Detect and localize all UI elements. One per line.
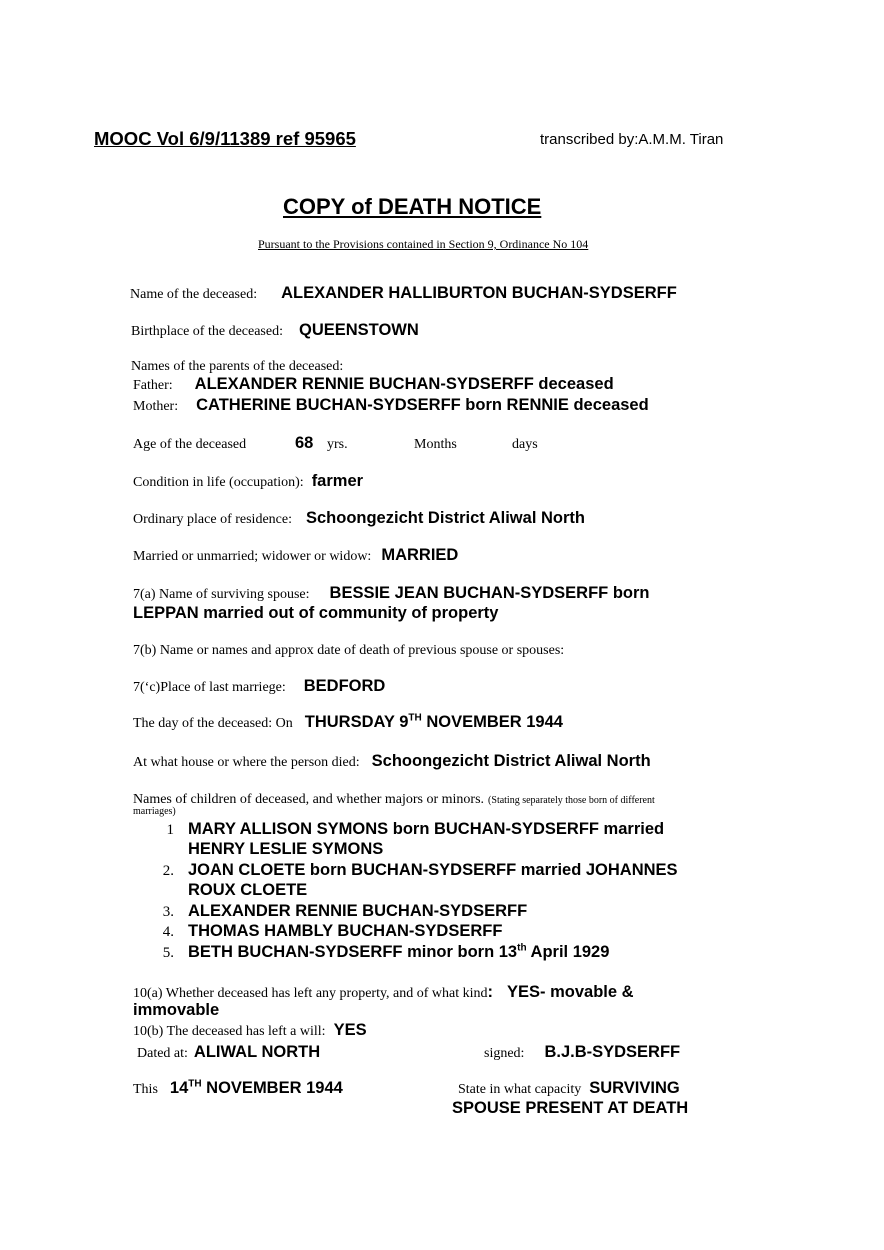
child-item-2-cont: ROUX CLOETE [188,881,308,899]
death-day-value-suffix: TH [408,712,422,724]
this-date-suffix: TH [188,1078,202,1090]
signed-row [484,1043,680,1062]
death-place-value: Schoongezicht District Aliwal North [371,752,651,770]
death-place-row [133,752,651,771]
death-day-row [133,713,563,732]
will-row [133,1021,367,1040]
capacity-value-line2: SPOUSE PRESENT AT DEATH [452,1099,689,1117]
marriage-place-label: 7(‘c)Place of last marriege: [133,680,286,695]
residence-value: Schoongezicht District Aliwal North [305,509,585,527]
marriage-place-row [133,677,385,696]
deceased-name-label: Name of the deceased: [130,287,258,302]
marital-label: Married or unmarried; widower or widow: [133,549,372,564]
child-number: 5. [162,945,174,961]
document-title: COPY of DEATH NOTICE [283,194,542,219]
child-number: 3. [162,904,174,920]
document-subtitle: Pursuant to the Provisions contained in Section 9, Ordinance No 104 [258,237,589,251]
reference-heading: MOOC Vol 6/9/11389 ref 95965 [94,128,356,149]
age-months-label: Months [414,437,457,452]
children-note-line2: marriages) [133,806,176,817]
death-day-value [305,713,563,731]
spouse-value-line1: BESSIE JEAN BUCHAN-SYDSERFF born [329,584,650,602]
dated-label: Dated at: [137,1046,188,1061]
residence-row [133,509,585,528]
capacity-label: State in what capacity [458,1082,582,1097]
spouse-label: 7(a) Name of surviving spouse: [133,587,310,602]
child-item-4 [136,922,502,941]
age-days-label: days [512,437,538,452]
father-label: Father: [133,378,173,393]
this-date-month-year: NOVEMBER 1944 [201,1079,343,1097]
child-text: BETH BUCHAN-SYDSERFF minor born 13 [188,943,518,961]
child-number: 4. [162,924,174,940]
mother-value: CATHERINE BUCHAN-SYDSERFF born RENNIE deceased [196,396,649,414]
death-place-label: At what house or where the person died: [133,755,360,770]
will-label: 10(b) The deceased has left a will: [133,1024,326,1039]
death-day-label: The day of the deceased: On [133,716,293,731]
will-value: YES [333,1021,367,1039]
child-text: THOMAS HAMBLY BUCHAN-SYDSERFF [188,922,503,940]
birthplace-label: Birthplace of the deceased: [131,324,283,339]
child-item-1 [136,820,664,839]
occupation-row [133,472,363,491]
transcriber-credit: transcribed by:A.M.M. Tiran [540,131,724,148]
child-item-5 [136,943,609,962]
birthplace-value: QUEENSTOWN [298,321,419,339]
marriage-place-value: BEDFORD [303,677,386,695]
dated-row [137,1043,320,1062]
occupation-label: Condition in life (occupation): [133,475,304,490]
age-years-value: 68 [295,434,314,452]
parents-heading: Names of the parents of the deceased: [131,359,344,374]
death-day-value-main: THURSDAY 9 [304,713,409,731]
occupation-value: farmer [311,472,364,490]
signed-label: signed: [484,1046,525,1061]
child-item-2 [136,861,678,880]
children-heading: Names of children of deceased, and whether majors or minors. [133,792,485,807]
dated-value: ALIWAL NORTH [193,1043,321,1061]
death-day-value-month-year: NOVEMBER 1944 [421,713,563,731]
child-number: 1 [166,822,174,838]
child-text: ALEXANDER RENNIE BUCHAN-SYDSERFF [188,902,528,920]
property-label: 10(a) Whether deceased has left any property, and of what kind [133,986,488,1001]
child-text: JOAN CLOETE born BUCHAN-SYDSERFF married JOHANNES [188,861,678,879]
father-row [133,375,614,394]
previous-spouse-label: 7(b) Name or names and approx date of death of previous spouse or spouses: [133,643,565,658]
child-text: MARY ALLISON SYMONS born BUCHAN-SYDSERFF married [188,820,665,838]
age-label: Age of the deceased [133,437,247,452]
capacity-row [458,1079,680,1098]
father-value: ALEXANDER RENNIE BUCHAN-SYDSERFF deceased [194,375,614,393]
property-value-line2: immovable [133,1001,220,1019]
this-date-value [170,1079,343,1097]
birthplace-row [131,321,419,340]
child-text-month-year: April 1929 [526,943,610,961]
this-date-label: This [133,1082,158,1097]
age-years-label: yrs. [327,437,348,452]
child-text-suffix: th [517,942,527,954]
spouse-value-line2: LEPPAN married out of community of property [133,604,499,622]
deceased-name-row [130,284,677,303]
child-item-3 [136,902,527,921]
property-colon: : [487,983,494,1001]
deceased-name-value: ALEXANDER HALLIBURTON BUCHAN-SYDSERFF [281,284,677,302]
signed-value: B.J.B-SYDSERFF [544,1043,681,1061]
capacity-value-line1: SURVIVING [589,1079,680,1097]
child-number: 2. [162,863,174,879]
marital-value: MARRIED [381,546,459,564]
child-item-1-cont: HENRY LESLIE SYMONS [188,840,384,858]
children-heading-row [133,790,655,808]
spouse-row [133,584,649,603]
residence-label: Ordinary place of residence: [133,512,292,527]
mother-label: Mother: [133,399,179,414]
marital-row [133,546,458,565]
mother-row [133,396,649,415]
this-date-day: 14 [169,1079,189,1097]
children-note: (Stating separately those born of different [488,795,655,806]
property-row [133,983,634,1002]
property-value-line1: YES- movable & [507,983,634,1001]
this-date-row [133,1079,343,1098]
